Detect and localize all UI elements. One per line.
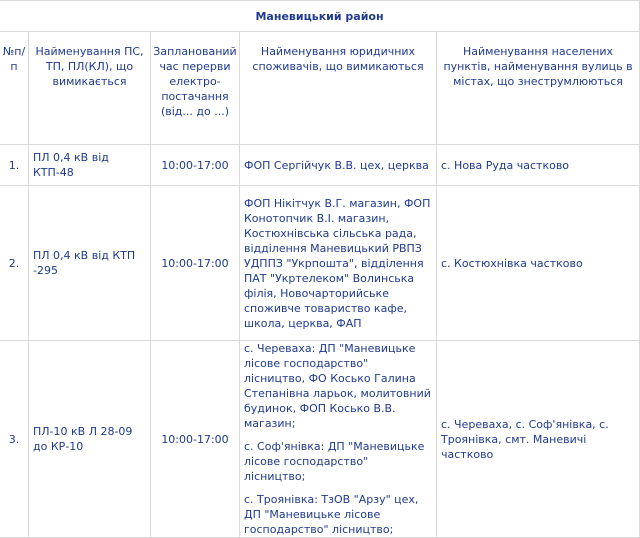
- row-ps: ПЛ-10 кВ Л 28-09 до КР-10: [29, 341, 151, 538]
- row-time: 10:00-17:00: [151, 341, 240, 538]
- row-num: 2.: [0, 186, 29, 341]
- row-consumers: [240, 145, 437, 186]
- row-ps: ПЛ 0,4 кВ від КТП -295: [29, 186, 151, 341]
- table-row: [0, 341, 640, 538]
- consumer-text: с. Троянівка: ТзОВ "Арзу" цех, ДП "Маневицьке лісове господарство" лісництво;: [244, 493, 419, 536]
- row-ps: ПЛ 0,4 кВ від КТП-48: [29, 145, 151, 186]
- district-title-row: [0, 1, 640, 32]
- header-time: Запланований час перерви електро-постачання (від... до ...): [151, 32, 240, 145]
- header-consumers: Найменування юридичних споживачів, що вимикаються: [240, 32, 437, 145]
- table-row: [0, 145, 640, 186]
- row-num: 3.: [0, 341, 29, 538]
- header-settlements: Найменування населених пунктів, найменування вулиць в містах, що знеструмлюються: [437, 32, 640, 145]
- row-time: 10:00-17:00: [151, 145, 240, 186]
- consumer-text: ФОП Сергійчук В.В. цех, церква: [244, 158, 429, 172]
- header-num: №п/п: [0, 32, 29, 145]
- row-num: 1.: [0, 145, 29, 186]
- row-settlements: с. Нова Руда частково: [437, 145, 640, 186]
- row-settlements: с. Череваха, с. Соф'янівка, с. Троянівка, смт. Маневичі частково: [437, 341, 640, 538]
- consumer-text: ФОП Нікітчук В.Г. магазин, ФОП Конотопчик В.І. магазин, Костюхнівська сільська рада, відділення Маневицький РВПЗ УДППЗ "Укрпошта", відділення ПАТ "Укртелеком" Волинська філія, Новочарторийське споживче товариство кафе, школа, церква, ФАП: [244, 196, 431, 330]
- header-row: [0, 32, 640, 145]
- district-title: Маневицький район: [0, 1, 640, 32]
- row-consumers: [240, 186, 437, 341]
- header-ps: Найменування ПС, ТП, ПЛ(КЛ), що вимикається: [29, 32, 151, 145]
- consumer-text: с. Череваха: ДП "Маневицьке лісове господарство" лісництво, ФО Косько Галина Степанівна ларьок, молитовний будинок, ФОП Косько В.В. магазин;: [244, 342, 431, 430]
- row-settlements: с. Костюхнівка частково: [437, 186, 640, 341]
- row-consumers: [240, 341, 437, 538]
- consumer-text: с. Соф'янівка: ДП "Маневицьке лісове господарство" лісництво;: [244, 440, 425, 483]
- row-time: 10:00-17:00: [151, 186, 240, 341]
- table-row: [0, 186, 640, 341]
